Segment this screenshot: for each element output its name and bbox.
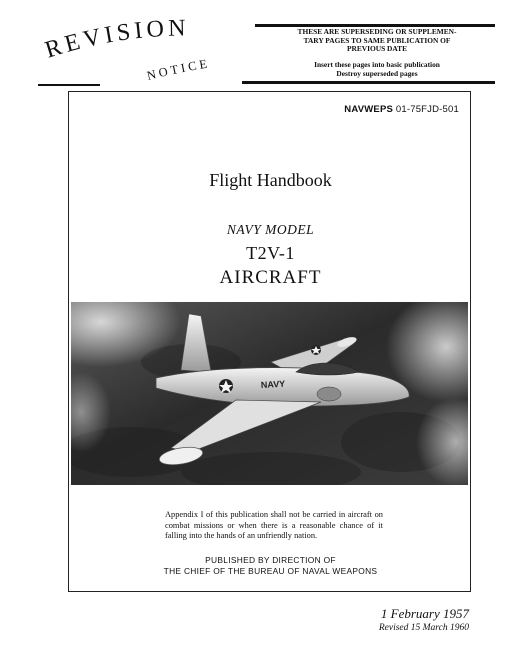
notice-rule-bottom — [242, 81, 495, 84]
revised-date: Revised 15 March 1960 — [378, 623, 469, 633]
model-code: T2V-1 — [246, 243, 295, 263]
fuselage-marking: NAVY — [260, 378, 286, 390]
insert-instructions — [262, 61, 492, 78]
aircraft-heading: AIRCRAFT — [219, 267, 322, 288]
supersede-line: THESE ARE SUPERSEDING OR SUPPLEMEN- — [297, 27, 457, 36]
insert-line: Insert these pages into basic publication — [314, 60, 440, 69]
revision-notice-stamp — [38, 18, 268, 90]
notice-word: NOTICE — [145, 56, 211, 83]
revision-notice-graphic — [38, 18, 268, 90]
jet-aircraft-image — [71, 302, 468, 485]
model-label: NAVY MODEL — [226, 222, 315, 237]
supersede-line: PREVIOUS DATE — [346, 44, 408, 54]
aircraft-photo — [71, 302, 468, 485]
issue-date: 1 February 1957 — [380, 606, 469, 621]
publication-number — [69, 104, 459, 115]
published-line-2: THE CHIEF OF THE BUREAU OF NAVAL WEAPONS — [163, 566, 378, 576]
notice-rule-left — [38, 84, 100, 86]
appendix-restriction-note: Appendix I of this publication shall not be carried in aircraft on combat missions or when there is a reasonable chance of it falling into the hands of an unfriendly nation. — [165, 510, 383, 540]
revision-word: REVISION — [42, 18, 190, 64]
supersede-line: TARY PAGES TO SAME PUBLICATION OF — [303, 35, 451, 45]
cover-frame — [68, 91, 471, 592]
handbook-title: Flight Handbook — [209, 170, 332, 190]
supersede-notice — [262, 28, 492, 54]
publisher-statement — [69, 555, 472, 577]
published-line-1: PUBLISHED BY DIRECTION OF — [205, 555, 336, 565]
publication-prefix: NAVWEPS — [344, 104, 394, 115]
insert-line: Destroy superseded pages — [336, 68, 418, 78]
publication-code: 01-75FJD-501 — [395, 104, 459, 115]
